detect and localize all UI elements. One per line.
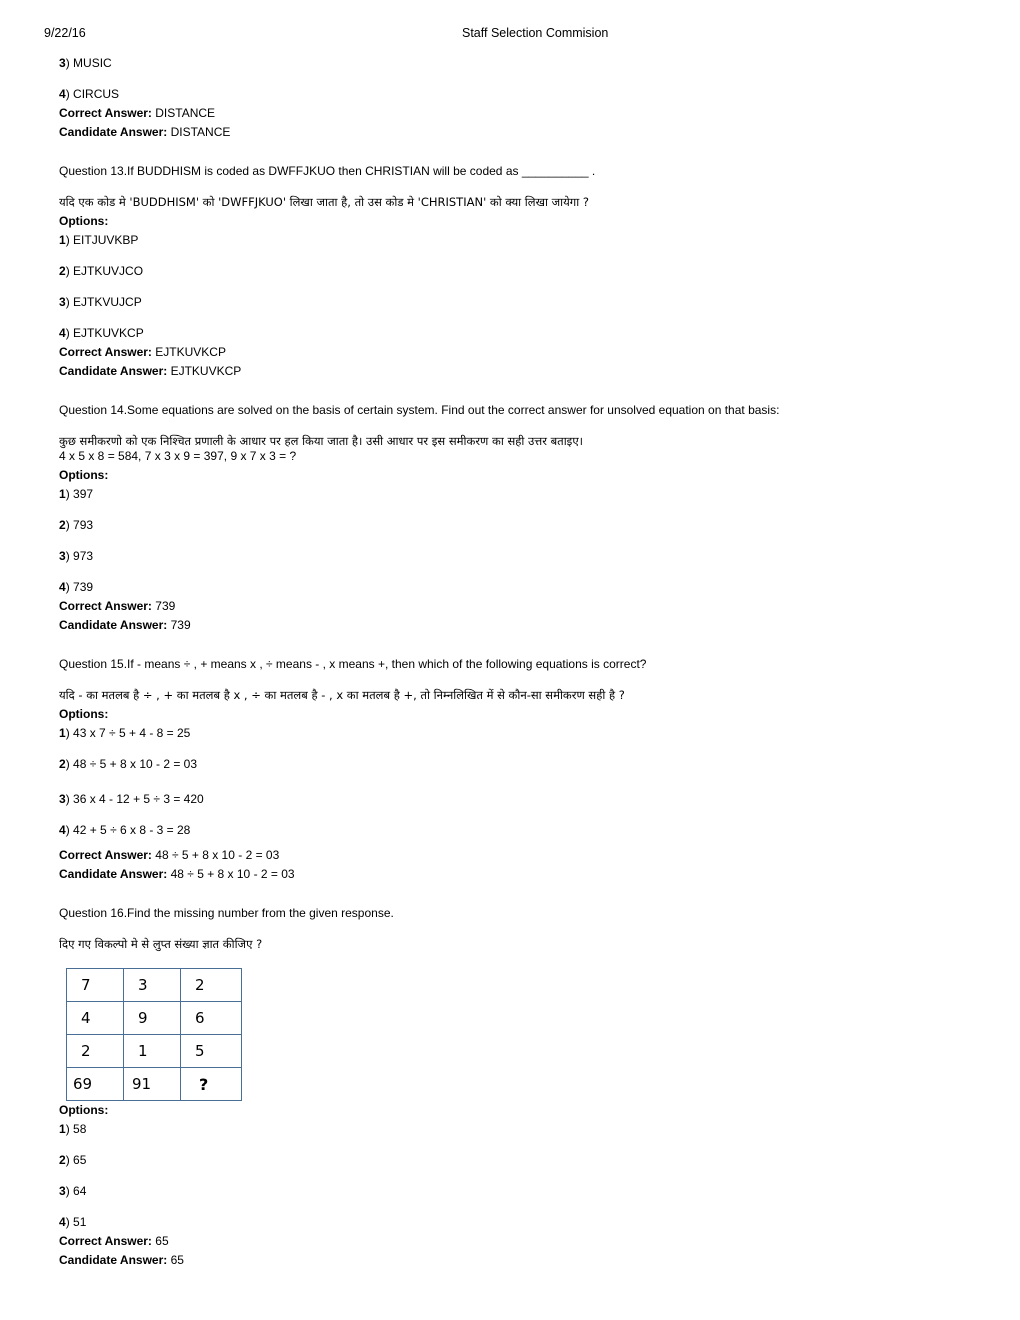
question-14-equation: 4 x 5 x 8 = 584, 7 x 3 x 9 = 397, 9 x 7 x 3 = ? xyxy=(59,449,297,463)
grid-cell: 3 xyxy=(124,969,181,1002)
option-3: 3) EJTKVUJCP xyxy=(59,295,142,309)
grid-row xyxy=(67,1035,242,1068)
option-2: 2) EJTKUVJCO xyxy=(59,264,144,278)
option-3: 3) 973 xyxy=(59,549,94,563)
option-1: 1) 397 xyxy=(59,487,94,501)
option-4: 4) 739 xyxy=(59,580,94,594)
grid-cell-missing: ? xyxy=(181,1068,242,1101)
option-1: 1) 58 xyxy=(59,1122,87,1136)
candidate-answer: Candidate Answer: 48 ÷ 5 + 8 x 10 - 2 = 03 xyxy=(59,867,295,881)
grid-row xyxy=(67,1068,242,1101)
options-label: Options: xyxy=(59,1103,109,1117)
option-4: 4) EJTKUVKCP xyxy=(59,326,144,340)
options-label: Options: xyxy=(59,707,109,721)
header-title: Staff Selection Commision xyxy=(462,26,609,40)
options-label: Options: xyxy=(59,468,109,482)
option-2: 2) 65 xyxy=(59,1153,87,1167)
grid-cell: 2 xyxy=(67,1035,124,1068)
option-2: 2) 793 xyxy=(59,518,94,532)
grid-cell: 6 xyxy=(181,1002,242,1035)
grid-cell: 9 xyxy=(124,1002,181,1035)
correct-answer: Correct Answer: 65 xyxy=(59,1234,169,1248)
option-1: 1) EITJUVKBP xyxy=(59,233,139,247)
grid-cell: 1 xyxy=(124,1035,181,1068)
candidate-answer: Candidate Answer: EJTKUVKCP xyxy=(59,364,242,378)
grid-cell: 91 xyxy=(124,1068,181,1101)
header-date: 9/22/16 xyxy=(44,26,86,40)
grid-row xyxy=(67,969,242,1002)
correct-answer: Correct Answer: 48 ÷ 5 + 8 x 10 - 2 = 03 xyxy=(59,848,280,862)
question-14-hindi: कुछ समीकरणो को एक निश्चित प्रणाली के आधार पर हल किया जाता है। उसी आधार पर इस समीकरण का सही उत्तर बताइए। xyxy=(59,434,584,448)
option-4: 4) 51 xyxy=(59,1215,87,1229)
candidate-answer: Candidate Answer: 739 xyxy=(59,618,191,632)
page-content xyxy=(59,54,989,1267)
grid-cell: 5 xyxy=(181,1035,242,1068)
question-15-title: Question 15.If - means ÷ , + means x , ÷ means - , x means +, then which of the following equations is correct? xyxy=(59,657,647,671)
correct-answer: Correct Answer: DISTANCE xyxy=(59,106,216,120)
grid-cell: 4 xyxy=(67,1002,124,1035)
question-14-title: Question 14.Some equations are solved on the basis of certain system. Find out the correct answer for unsolved equation on that basis: xyxy=(59,403,780,417)
option-1: 1) 43 x 7 ÷ 5 + 4 - 8 = 25 xyxy=(59,726,191,740)
option-3: 3) MUSIC xyxy=(59,56,112,70)
question-16-title: Question 16.Find the missing number from the given response. xyxy=(59,906,394,920)
candidate-answer: Candidate Answer: 65 xyxy=(59,1253,184,1267)
question-13-title: Question 13.If BUDDHISM is coded as DWFFJKUO then CHRISTIAN will be coded as __________ . xyxy=(59,164,596,178)
option-3: 3) 64 xyxy=(59,1184,87,1198)
option-4: 4) 42 + 5 ÷ 6 x 8 - 3 = 28 xyxy=(59,823,191,837)
grid-cell: 69 xyxy=(67,1068,124,1101)
question-13-hindi: यदि एक कोड मे 'BUDDHISM' को 'DWFFJKUO' लिखा जाता है, तो उस कोड मे 'CHRISTIAN' को क्या लिखा जायेगा ? xyxy=(59,195,590,209)
options-label: Options: xyxy=(59,214,109,228)
option-2: 2) 48 ÷ 5 + 8 x 10 - 2 = 03 xyxy=(59,757,198,771)
grid-row xyxy=(67,1002,242,1035)
correct-answer: Correct Answer: EJTKUVKCP xyxy=(59,345,226,359)
question-16-hindi: दिए गए विकल्पो मे से लुप्त संख्या ज्ञात कीजिए ? xyxy=(59,937,263,951)
question-15-hindi: यदि - का मतलब है ÷ , + का मतलब है x , ÷ का मतलब है - , x का मतलब है +, तो निम्नलिखित में से कौन-सा समीकरण सही है ? xyxy=(59,688,625,702)
option-4: 4) CIRCUS xyxy=(59,87,120,101)
candidate-answer: Candidate Answer: DISTANCE xyxy=(59,125,231,139)
option-3: 3) 36 x 4 - 12 + 5 ÷ 3 = 420 xyxy=(59,792,204,806)
grid-cell: 7 xyxy=(67,969,124,1002)
correct-answer: Correct Answer: 739 xyxy=(59,599,176,613)
grid-cell: 2 xyxy=(181,969,242,1002)
number-grid xyxy=(66,968,242,1101)
